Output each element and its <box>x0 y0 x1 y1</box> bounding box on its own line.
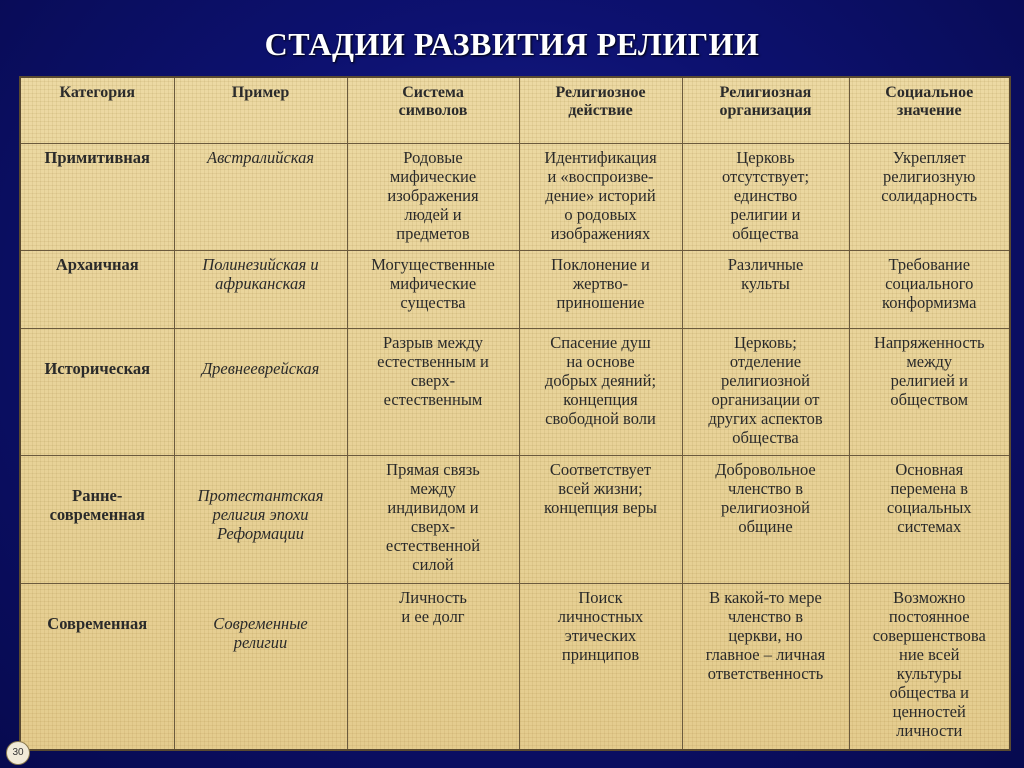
row-category: Архаичная <box>20 250 174 328</box>
row-significance: Основная перемена в социальных системах <box>849 455 1010 583</box>
row-significance: Возможно постоянное совершенствова ние всей культуры общества и ценностей личности <box>849 583 1010 750</box>
row-action: Спасение душ на основе добрых деяний; концепция свободной воли <box>519 328 682 455</box>
header-category: Категория <box>20 77 174 143</box>
header-action: Религиозное действие <box>519 77 682 143</box>
row-example: Современные религии <box>174 583 347 750</box>
table-row <box>20 583 1010 750</box>
row-organization: Церковь отсутствует; единство религии и общества <box>682 143 849 250</box>
row-significance: Требование социального конформизма <box>849 250 1010 328</box>
page-number-badge: 30 <box>6 741 30 765</box>
row-example: Австралийская <box>174 143 347 250</box>
row-action: Идентификация и «воспроизве- дение» историй о родовых изображениях <box>519 143 682 250</box>
table-header-row <box>20 77 1010 143</box>
row-symbols: Прямая связь между индивидом и сверх- естественной силой <box>347 455 519 583</box>
row-organization: Добровольное членство в религиозной общине <box>682 455 849 583</box>
row-organization: В какой-то мере членство в церкви, но главное – личная ответственность <box>682 583 849 750</box>
row-category: Историческая <box>20 328 174 455</box>
table-row <box>20 328 1010 455</box>
row-symbols: Личность и ее долг <box>347 583 519 750</box>
row-significance: Укрепляет религиозную солидарность <box>849 143 1010 250</box>
row-symbols: Родовые мифические изображения людей и предметов <box>347 143 519 250</box>
header-significance: Социальное значение <box>849 77 1010 143</box>
row-symbols: Разрыв между естественным и сверх- естественным <box>347 328 519 455</box>
row-category: Ранне- современная <box>20 455 174 583</box>
row-organization: Церковь; отделение религиозной организации от других аспектов общества <box>682 328 849 455</box>
row-action: Поиск личностных этических принципов <box>519 583 682 750</box>
row-action: Поклонение и жертво- приношение <box>519 250 682 328</box>
row-example: Древнееврейская <box>174 328 347 455</box>
header-example: Пример <box>174 77 347 143</box>
header-organization: Религиозная организация <box>682 77 849 143</box>
row-significance: Напряженность между религией и обществом <box>849 328 1010 455</box>
row-action: Соответствует всей жизни; концепция веры <box>519 455 682 583</box>
row-category: Современная <box>20 583 174 750</box>
table-row <box>20 250 1010 328</box>
header-symbols: Система символов <box>347 77 519 143</box>
table-row <box>20 455 1010 583</box>
row-symbols: Могущественные мифические существа <box>347 250 519 328</box>
row-category: Примитивная <box>20 143 174 250</box>
row-example: Протестантская религия эпохи Реформации <box>174 455 347 583</box>
row-example: Полинезийская и африканская <box>174 250 347 328</box>
row-organization: Различные культы <box>682 250 849 328</box>
table-row <box>20 143 1010 250</box>
religion-stages-table <box>19 76 1011 751</box>
slide-title: СТАДИИ РАЗВИТИЯ РЕЛИГИИ <box>264 26 760 62</box>
